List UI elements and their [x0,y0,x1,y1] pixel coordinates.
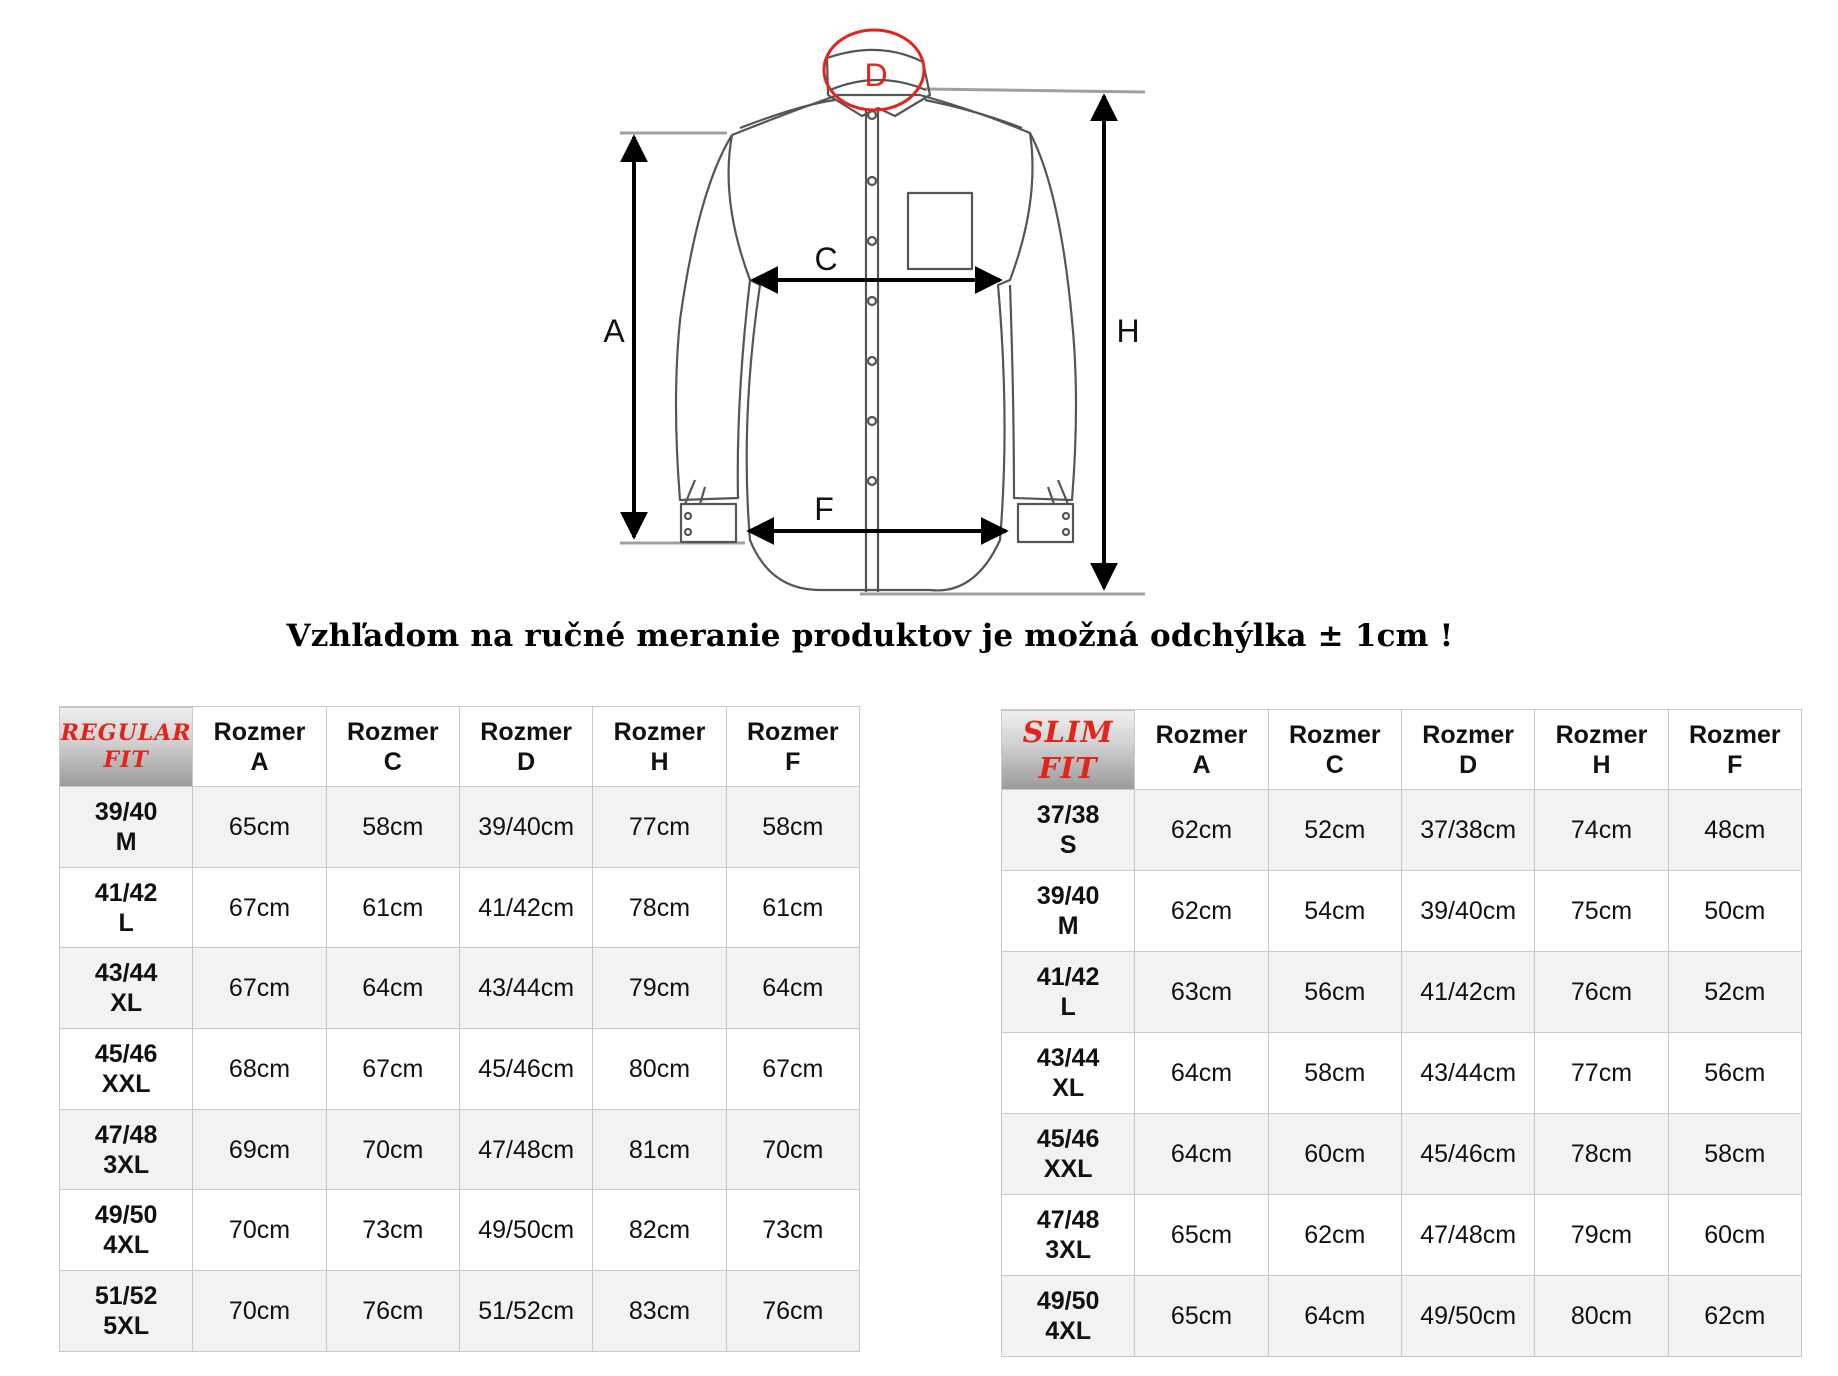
slim-fit-size-table [1001,709,1802,1357]
measurement-cell: 45/46cm [1401,1114,1534,1195]
table-row [1002,871,1802,952]
label-c: C [814,241,838,277]
measurement-cell: 48cm [1668,790,1801,871]
measurement-cell: 75cm [1535,871,1668,952]
measurement-cell: 70cm [326,1109,459,1190]
size-letter: XL [1052,1074,1085,1102]
measurement-cell: 47/48cm [1401,1195,1534,1276]
size-number: 43/44 [94,959,158,988]
measurement-cell: 67cm [326,1029,459,1110]
measurement-cell: 61cm [726,867,859,948]
table-row [60,1109,860,1190]
table-row [1002,1276,1802,1357]
measurement-cell: 45/46cm [459,1029,592,1110]
measurement-cell: 56cm [1268,952,1401,1033]
measurement-cell: 70cm [193,1271,326,1352]
size-cell [60,1271,193,1352]
measurement-cell: 63cm [1135,952,1268,1033]
measurement-cell: 47/48cm [459,1109,592,1190]
measurement-cell: 76cm [1535,952,1668,1033]
table-row [1002,1114,1802,1195]
size-cell [60,867,193,948]
shirt-outline [676,50,1076,592]
measurement-cell: 60cm [1668,1195,1801,1276]
measurement-cell: 49/50cm [459,1190,592,1271]
measurement-cell: 64cm [1135,1033,1268,1114]
measurement-cell: 73cm [326,1190,459,1271]
measurement-cell: 67cm [193,867,326,948]
size-letter: S [1059,831,1077,859]
table-row [60,1190,860,1271]
measurement-cell: 70cm [726,1109,859,1190]
measurement-cell: 43/44cm [459,948,592,1029]
size-cell [1002,790,1135,871]
measurement-tolerance-note: Vzhľadom na ručné meranie produktov je možná odchýlka ± 1cm ! [286,618,1454,654]
size-cell [60,1029,193,1110]
size-cell [60,1190,193,1271]
measurement-cell: 41/42cm [1401,952,1534,1033]
measurement-cell: 69cm [193,1109,326,1190]
table-row [1002,1195,1802,1276]
column-header: Rozmer H [1535,710,1668,790]
measurement-cell: 67cm [726,1029,859,1110]
fit-label-regular [60,707,193,787]
table-row [60,787,860,868]
fit-label-line: REGULAR [60,719,192,746]
table-row [1002,790,1802,871]
measurement-cell: 58cm [326,787,459,868]
column-header: Rozmer D [1401,710,1534,790]
measurement-cell: 67cm [193,948,326,1029]
size-number: 41/42 [94,878,158,907]
measurement-cell: 58cm [1668,1114,1801,1195]
table-row [60,867,860,948]
measurement-cell: 64cm [726,948,859,1029]
measurement-cell: 39/40cm [459,787,592,868]
measurement-cell: 76cm [326,1271,459,1352]
measurement-cell: 74cm [1535,790,1668,871]
measurement-cell: 52cm [1668,952,1801,1033]
measurement-cell: 81cm [593,1109,726,1190]
measurement-cell: 65cm [193,787,326,868]
measurement-cell: 65cm [1135,1276,1268,1357]
size-number: 47/48 [1036,1206,1100,1234]
size-number: 51/52 [94,1281,158,1310]
size-letter: 5XL [103,1311,150,1340]
size-number: 45/46 [94,1039,158,1068]
size-letter: L [118,908,134,937]
measurement-cell: 64cm [326,948,459,1029]
fit-label-line: FIT [103,746,149,773]
measurement-cell: 80cm [1535,1276,1668,1357]
size-number: 39/40 [1036,882,1100,910]
fit-label-line: FIT [1038,750,1098,785]
size-cell [1002,1195,1135,1276]
size-cell [60,1109,193,1190]
measurement-cell: 64cm [1268,1276,1401,1357]
size-cell [60,948,193,1029]
size-number: 43/44 [1036,1044,1100,1072]
size-letter: XL [110,989,143,1018]
measurement-cell: 58cm [1268,1033,1401,1114]
measurement-cell: 37/38cm [1401,790,1534,871]
measurement-cell: 78cm [593,867,726,948]
measurement-cell: 58cm [726,787,859,868]
measurement-cell: 62cm [1135,871,1268,952]
measurement-cell: 76cm [726,1271,859,1352]
column-header: Rozmer A [1135,710,1268,790]
size-letter: 3XL [1045,1236,1092,1264]
table-row [1002,1033,1802,1114]
measurement-cell: 52cm [1268,790,1401,871]
measurement-cell: 60cm [1268,1114,1401,1195]
size-number: 49/50 [94,1201,158,1230]
column-header: Rozmer F [1668,710,1801,790]
measurement-cell: 78cm [1535,1114,1668,1195]
table-row [60,1271,860,1352]
measurement-cell: 51/52cm [459,1271,592,1352]
column-header: Rozmer F [726,707,859,787]
size-letter: M [1057,912,1079,940]
size-cell [1002,1033,1135,1114]
measurement-cell: 73cm [726,1190,859,1271]
size-cell [60,787,193,868]
measurement-cell: 54cm [1268,871,1401,952]
measurement-cell: 68cm [193,1029,326,1110]
column-header: Rozmer D [459,707,592,787]
table-row [60,948,860,1029]
measurement-cell: 82cm [593,1190,726,1271]
size-letter: M [115,827,137,856]
size-letter: 3XL [103,1150,150,1179]
table-header-row [60,707,860,787]
table-row [60,1029,860,1110]
size-number: 47/48 [94,1120,158,1149]
column-header: Rozmer C [1268,710,1401,790]
shirt-measurement-diagram [0,0,1838,610]
size-number: 37/38 [1036,801,1100,829]
size-cell [1002,871,1135,952]
label-h: H [1116,313,1140,349]
label-d: D [864,57,888,93]
label-a: A [603,313,625,349]
measurement-cell: 83cm [593,1271,726,1352]
size-number: 45/46 [1036,1125,1100,1153]
measurement-cell: 62cm [1135,790,1268,871]
column-header: Rozmer H [593,707,726,787]
measurement-cell: 50cm [1668,871,1801,952]
fit-label-line: SLIM [1022,714,1114,749]
table-header-row [1002,710,1802,790]
measurement-cell: 49/50cm [1401,1276,1534,1357]
label-f: F [814,491,834,527]
size-cell [1002,1276,1135,1357]
measurement-cell: 80cm [593,1029,726,1110]
measurement-cell: 41/42cm [459,867,592,948]
column-header: Rozmer C [326,707,459,787]
measurement-cell: 62cm [1268,1195,1401,1276]
measurement-cell: 77cm [593,787,726,868]
measurement-cell: 39/40cm [1401,871,1534,952]
measurement-cell: 61cm [326,867,459,948]
size-number: 49/50 [1036,1287,1100,1315]
measurement-cell: 79cm [593,948,726,1029]
measurement-cell: 79cm [1535,1195,1668,1276]
size-cell [1002,952,1135,1033]
size-letter: 4XL [1045,1317,1092,1345]
column-header: Rozmer A [193,707,326,787]
measurement-cell: 43/44cm [1401,1033,1534,1114]
measurement-cell: 64cm [1135,1114,1268,1195]
fit-label-slim [1002,710,1135,790]
measurement-cell: 56cm [1668,1033,1801,1114]
measurement-cell: 65cm [1135,1195,1268,1276]
measurement-cell: 70cm [193,1190,326,1271]
size-letter: L [1060,993,1076,1021]
regular-fit-size-table [59,706,860,1352]
size-cell [1002,1114,1135,1195]
measurement-cell: 77cm [1535,1033,1668,1114]
size-number: 41/42 [1036,963,1100,991]
size-letter: XXL [101,1069,151,1098]
measurement-cell: 62cm [1668,1276,1801,1357]
size-letter: 4XL [103,1231,150,1260]
table-row [1002,952,1802,1033]
size-letter: XXL [1043,1155,1093,1183]
size-number: 39/40 [94,797,158,826]
